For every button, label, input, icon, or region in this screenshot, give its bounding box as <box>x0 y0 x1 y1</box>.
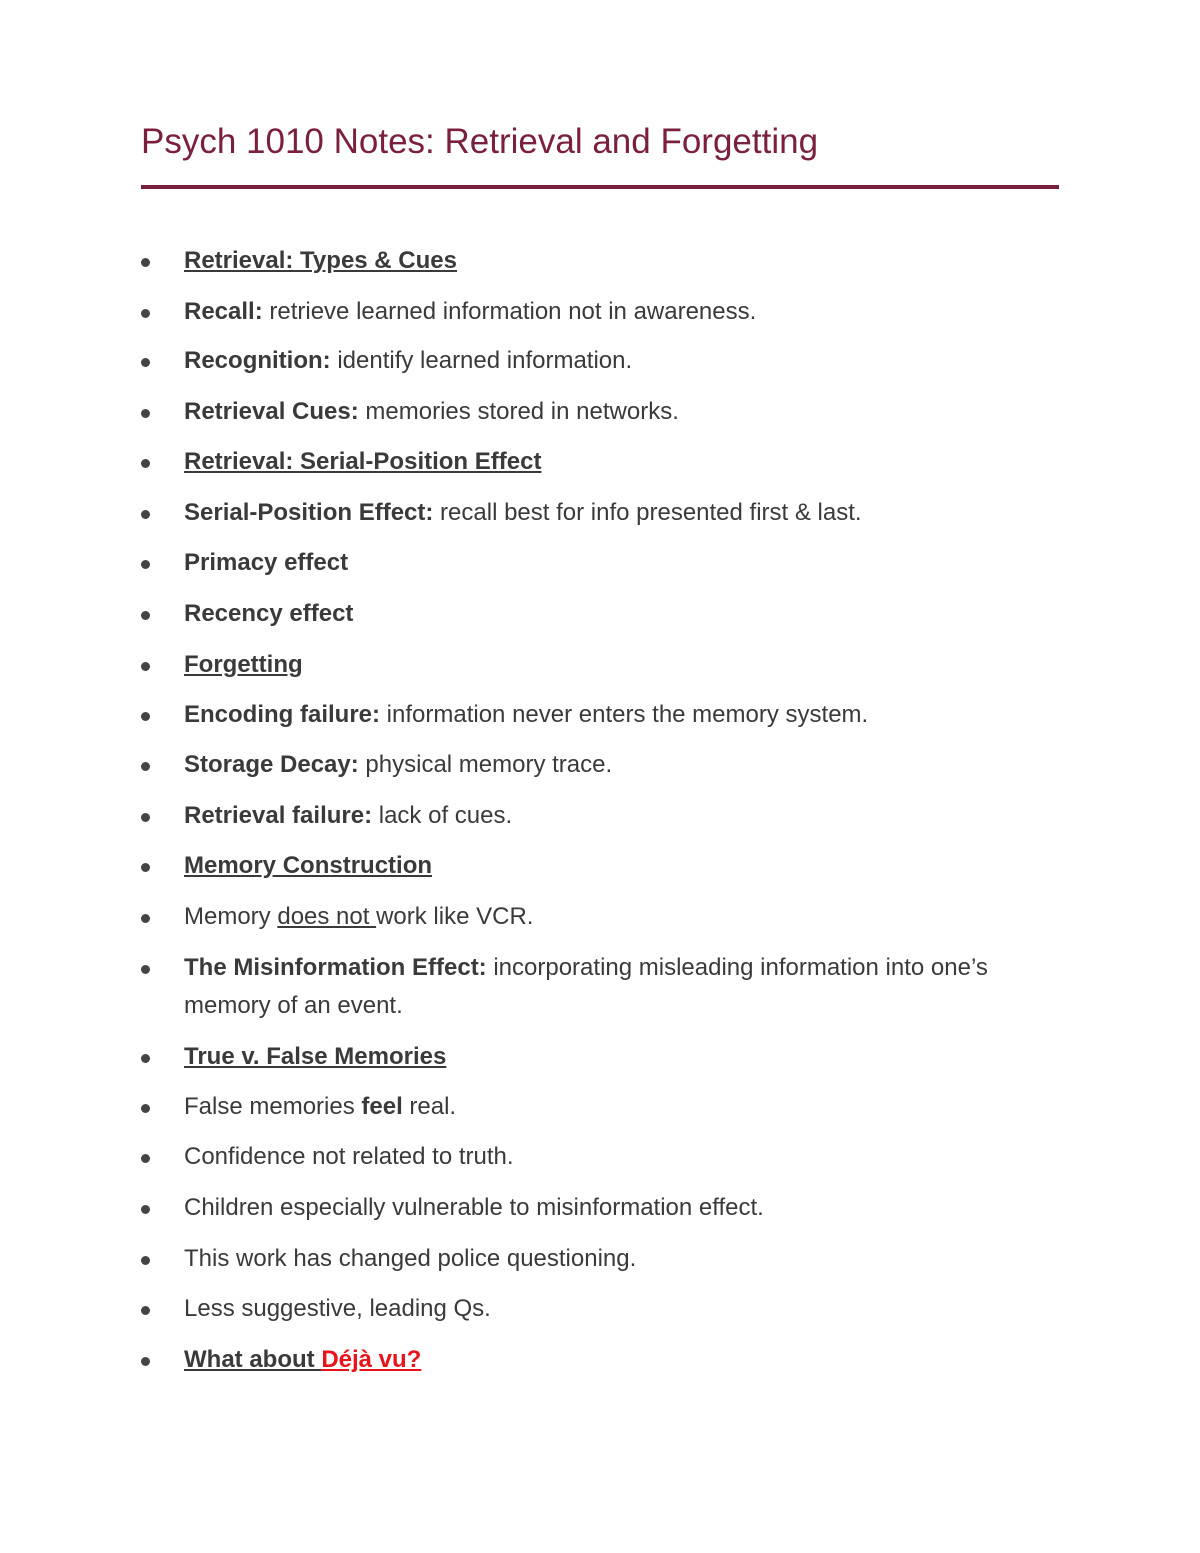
item-text: This work has changed police questioning. <box>184 1245 637 1272</box>
bullet-icon <box>141 813 150 822</box>
list-item <box>141 949 1041 1025</box>
list-item <box>141 1038 1041 1076</box>
definition: information never enters the memory system. <box>380 701 869 728</box>
text-fragment: work like VCR. <box>376 903 534 930</box>
list-item <box>141 595 1041 633</box>
list-item <box>141 1189 1041 1227</box>
list-item <box>141 898 1041 936</box>
bullet-icon <box>141 409 150 418</box>
bullet-icon <box>141 459 150 468</box>
list-item <box>141 1138 1041 1176</box>
bold-text: feel <box>361 1093 403 1120</box>
list-item <box>141 646 1041 684</box>
list-item <box>141 494 1041 532</box>
definition: physical memory trace. <box>358 751 613 778</box>
section-heading: Forgetting <box>184 651 303 678</box>
section-heading-highlight: Déjà vu? <box>321 1346 422 1373</box>
item-text: Children especially vulnerable to misinformation effect. <box>184 1194 764 1221</box>
list-item <box>141 1290 1041 1328</box>
text-fragment: False memories <box>184 1093 362 1120</box>
bullet-icon <box>141 1104 150 1113</box>
bullet-icon <box>141 1256 150 1265</box>
bullet-icon <box>141 560 150 569</box>
definition: lack of cues. <box>372 802 513 829</box>
list-item <box>141 544 1041 582</box>
list-item <box>141 1088 1041 1126</box>
definition: identify learned information. <box>330 347 633 374</box>
list-item <box>141 443 1041 481</box>
bullet-icon <box>141 1357 150 1366</box>
item-text: Confidence not related to truth. <box>184 1143 514 1170</box>
list-item <box>141 696 1041 734</box>
term: Primacy effect <box>184 549 349 576</box>
term: Recall: <box>184 298 263 325</box>
list-item <box>141 393 1041 431</box>
list-item <box>141 242 1041 280</box>
item-text: Less suggestive, leading Qs. <box>184 1295 491 1322</box>
list-item <box>141 1240 1041 1278</box>
list-item <box>141 746 1041 784</box>
definition: incorporating misleading information into one’s memory of an event. <box>184 954 988 1019</box>
bullet-icon <box>141 510 150 519</box>
bullet-icon <box>141 863 150 872</box>
bullet-icon <box>141 1054 150 1063</box>
definition: recall best for info presented first & last. <box>433 499 862 526</box>
bullet-icon <box>141 258 150 267</box>
text-fragment: Memory <box>184 903 278 930</box>
section-heading: Retrieval: Serial-Position Effect <box>184 448 542 475</box>
term: Encoding failure: <box>184 701 381 728</box>
term: Storage Decay: <box>184 751 359 778</box>
bullet-icon <box>141 358 150 367</box>
term: Recognition: <box>184 347 331 374</box>
page-title: Psych 1010 Notes: Retrieval and Forgetting <box>141 122 819 161</box>
list-item <box>141 293 1041 331</box>
bullet-icon <box>141 1306 150 1315</box>
bullet-icon <box>141 762 150 771</box>
section-heading: Memory Construction <box>184 852 433 879</box>
bullet-icon <box>141 965 150 974</box>
section-heading: What about <box>184 1346 322 1373</box>
underlined-text: does not <box>277 903 377 930</box>
definition: memories stored in networks. <box>358 398 679 425</box>
bullet-icon <box>141 712 150 721</box>
list-item <box>141 342 1041 380</box>
bullet-icon <box>141 1205 150 1214</box>
bullet-icon <box>141 662 150 671</box>
list-item <box>141 1341 1041 1379</box>
section-heading: True v. False Memories <box>184 1043 447 1070</box>
bullet-icon <box>141 1154 150 1163</box>
definition: retrieve learned information not in awareness. <box>262 298 757 325</box>
text-fragment: real. <box>402 1093 457 1120</box>
term: Serial-Position Effect: <box>184 499 434 526</box>
term: Retrieval failure: <box>184 802 373 829</box>
bullet-icon <box>141 309 150 318</box>
term: The Misinformation Effect: <box>184 954 487 981</box>
title-divider <box>141 185 1059 189</box>
list-item <box>141 797 1041 835</box>
bullet-icon <box>141 611 150 620</box>
bullet-icon <box>141 914 150 923</box>
term: Recency effect <box>184 600 354 627</box>
list-item <box>141 847 1041 885</box>
section-heading: Retrieval: Types & Cues <box>184 247 457 274</box>
term: Retrieval Cues: <box>184 398 359 425</box>
